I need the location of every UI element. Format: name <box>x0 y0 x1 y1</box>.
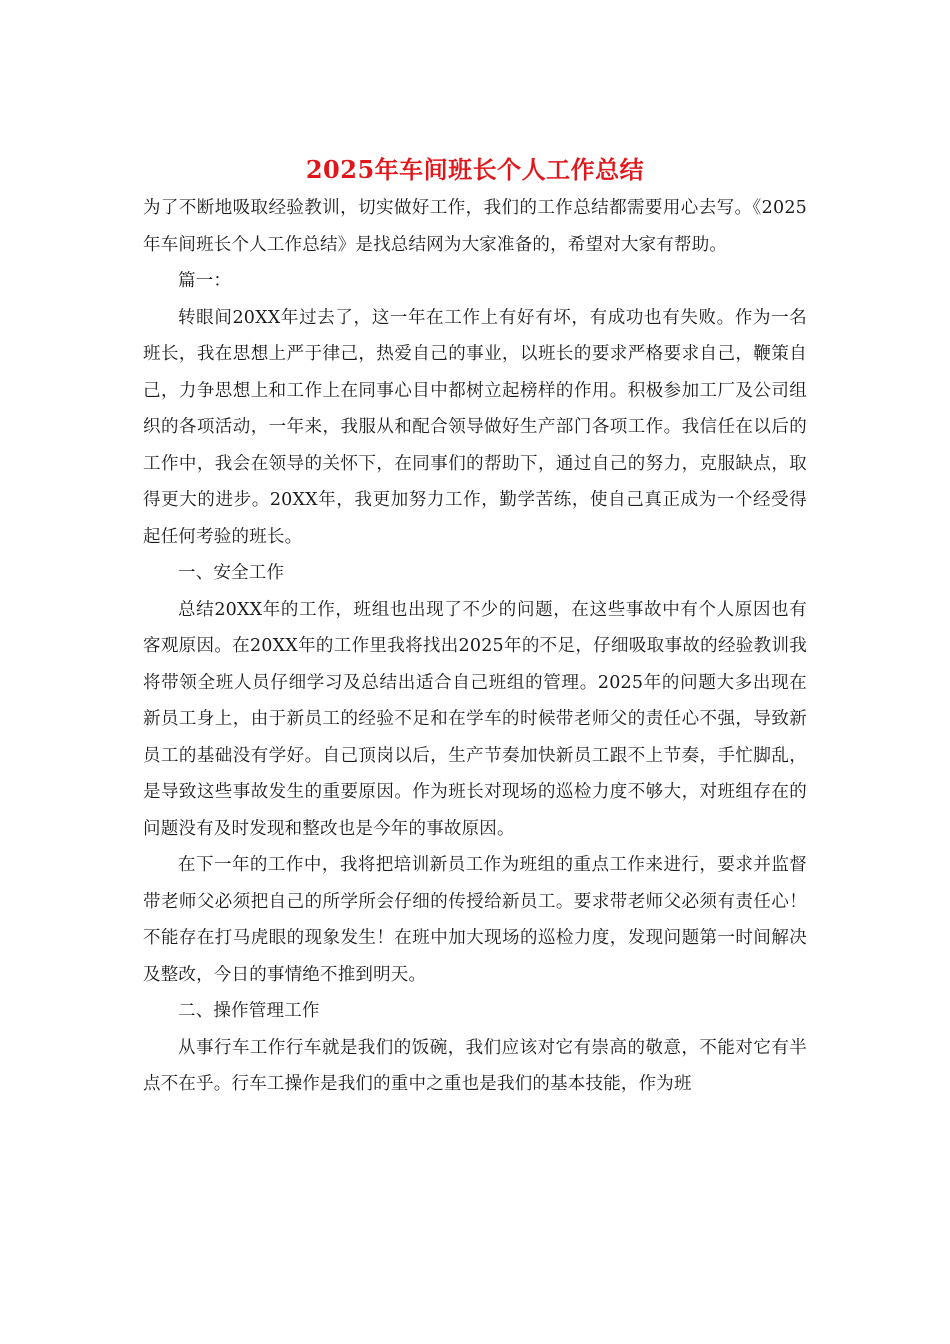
body-paragraph: 总结20XX年的工作，班组也出现了不少的问题，在这些事故中有个人原因也有客观原因。在20XX年的工作里我将找出2025年的不足，仔细吸取事故的经验教训我将带领全班人员仔细学习及总结出适合自己班组的管理。2025年的问题大多出现在新员工身上，由于新员工的经验不足和在学车的时候带老师父的责任心不强，导致新员工的基础没有学好。自己顶岗以后，生产节奏加快新员工跟不上节奏，手忙脚乱，是导致这些事故发生的重要原因。作为班长对现场的巡检力度不够大，对班组存在的问题没有及时发现和整改也是今年的事故原因。 <box>143 599 807 839</box>
section-heading-operations: 二、操作管理工作 <box>178 1001 320 1021</box>
body-paragraph: 在下一年的工作中，我将把培训新员工作为班组的重点工作来进行，要求并监督带老师父必须把自己的所学所会仔细的传授给新员工。要求带老师父必须有责任心！不能存在打马虎眼的现象发生！在班中加大现场的巡检力度，发现问题第一时间解决及整改，今日的事情绝不推到明天。 <box>143 855 807 985</box>
intro-paragraph: 为了不断地吸取经验教训，切实做好工作，我们的工作总结都需要用心去写。《2025年车间班长个人工作总结》是找总结网为大家准备的，希望对大家有帮助。 <box>143 198 807 255</box>
body-paragraph: 从事行车工作行车就是我们的饭碗，我们应该对它有崇高的敬意，不能对它有半点不在乎。行车工操作是我们的重中之重也是我们的基本技能，作为班 <box>143 1037 807 1094</box>
document-title: 2025年车间班长个人工作总结 <box>305 155 645 184</box>
section-label: 篇一： <box>178 271 232 291</box>
body-paragraph: 转眼间20XX年过去了，这一年在工作上有好有坏，有成功也有失败。作为一名班长，我在思想上严于律己，热爱自己的事业，以班长的要求严格要求自己，鞭策自己，力争思想上和工作上在同事心目中都树立起榜样的作用。积极参加工厂及公司组织的各项活动，一年来，我服从和配合领导做好生产部门各项工作。我信任在以后的工作中，我会在领导的关怀下，在同事们的帮助下，通过自己的努力，克服缺点，取得更大的进步。20XX年，我更加努力工作，勤学苦练，使自己真正成为一个经受得起任何考验的班长。 <box>143 307 807 547</box>
document-page <box>143 150 807 1103</box>
section-heading-safety: 一、安全工作 <box>178 563 285 583</box>
